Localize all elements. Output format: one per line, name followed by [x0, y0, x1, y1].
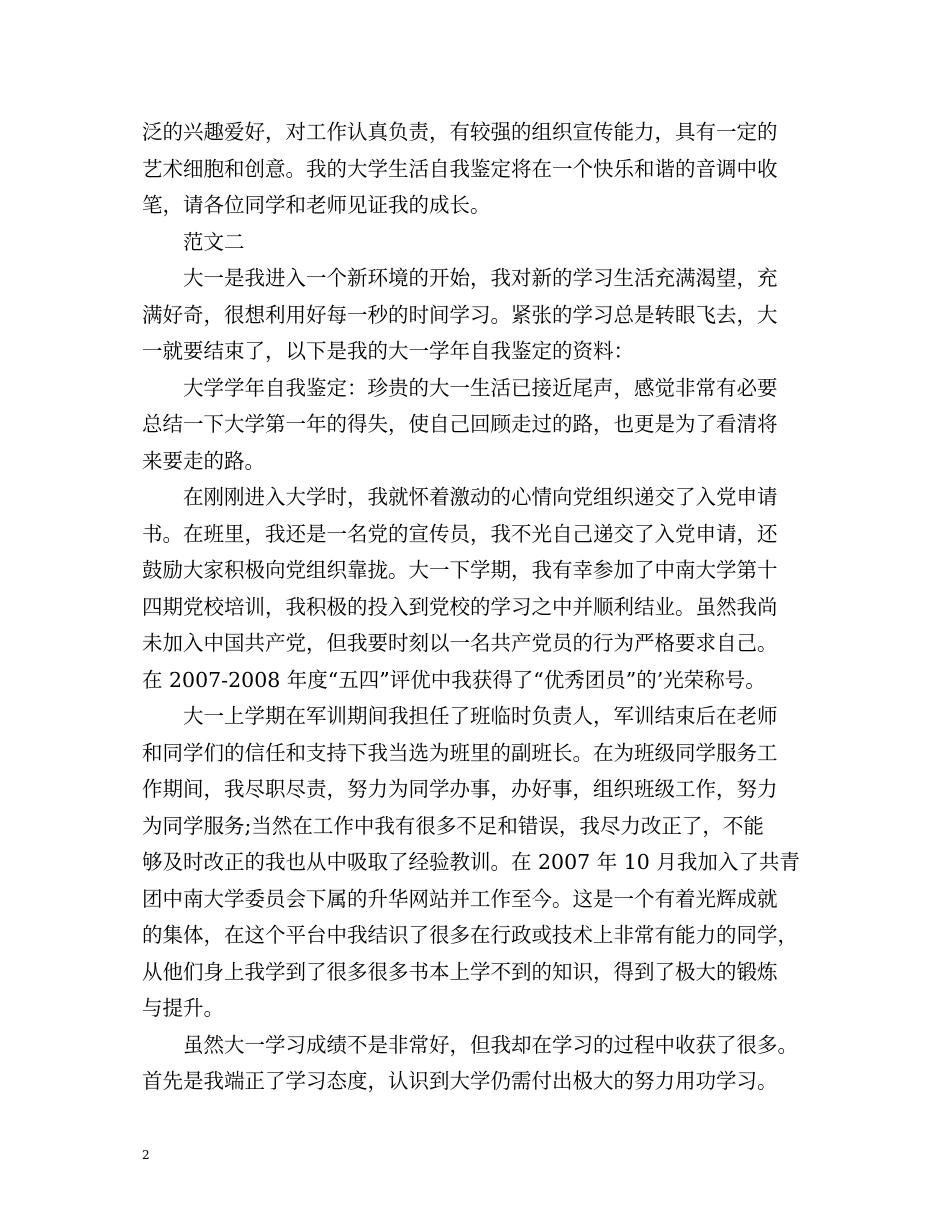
- text-line: 范文二: [183, 229, 245, 254]
- text-line: 笔，请各位同学和老师见证我的成长。: [142, 193, 491, 217]
- text-line: 艺术细胞和创意。我的大学生活自我鉴定将在一个快乐和谐的音调中收: [142, 156, 778, 181]
- text-line: 未加入中国共产党，但我要时刻以一名共产党员的行为严格要求自己。: [142, 631, 778, 655]
- text-line: 一就要结束了，以下是我的大一学年自我鉴定的资料：: [142, 339, 634, 363]
- text-line: 首先是我端正了学习态度，认识到大学仍需付出极大的努力用功学习。: [142, 1069, 778, 1093]
- text-line: 总结一下大学第一年的得失，使自己回顾走过的路，也更是为了看清将: [142, 412, 778, 436]
- text-line: 满好奇，很想利用好每一秒的时间学习。紧张的学习总是转眼飞去，大: [142, 302, 778, 327]
- text-line: 大一上学期在军训期间我担任了班临时负责人，军训结束后在老师: [183, 704, 778, 728]
- text-line: 与提升。: [142, 996, 224, 1020]
- page-number: 2: [142, 1148, 150, 1162]
- text-line: 来要走的路。: [142, 448, 265, 473]
- document-body: [142, 114, 822, 1100]
- text-line: 在 2007-2008 年度“五四”评优中我获得了“优秀团员”的’光荣称号。: [142, 667, 766, 692]
- text-line: 四期党校培训，我积极的投入到党校的学习之中并顺利结业。虽然我尚: [142, 594, 778, 619]
- text-line: 作期间，我尽职尽责，努力为同学办事，办好事，组织班级工作，努力: [142, 777, 778, 801]
- text-line: 大一是我进入一个新环境的开始，我对新的学习生活充满渴望，充: [183, 266, 778, 290]
- text-line: 虽然大一学习成绩不是非常好，但我却在学习的过程中收获了很多。: [183, 1032, 798, 1057]
- text-line: 和同学们的信任和支持下我当选为班里的副班长。在为班级同学服务工: [142, 740, 778, 765]
- text-line: 团中南大学委员会下属的升华网站并工作至今。这是一个有着光辉成就: [142, 886, 778, 911]
- text-line: 泛的兴趣爱好，对工作认真负责，有较强的组织宣传能力，具有一定的: [142, 120, 778, 144]
- text-line: 的集体，在这个平台中我结识了很多在行政或技术上非常有能力的同学，: [142, 923, 798, 947]
- text-line: 书。在班里，我还是一名党的宣传员，我不光自己递交了入党申请，还: [142, 521, 778, 546]
- text-line: 在刚刚进入大学时，我就怀着激动的心情向党组织递交了入党申请: [183, 485, 778, 509]
- text-line: 为同学服务;当然在工作中我有很多不足和错误，我尽力改正了，不能: [142, 813, 764, 838]
- text-line: 从他们身上我学到了很多很多书本上学不到的知识，得到了极大的锻炼: [142, 959, 778, 984]
- text-line: 大学学年自我鉴定：珍贵的大一生活已接近尾声，感觉非常有必要: [183, 375, 778, 400]
- text-line: 够及时改正的我也从中吸取了经验教训。在 2007 年 10 月我加入了共青: [142, 850, 800, 874]
- text-line: 鼓励大家积极向党组织靠拢。大一下学期，我有幸参加了中南大学第十: [142, 558, 778, 582]
